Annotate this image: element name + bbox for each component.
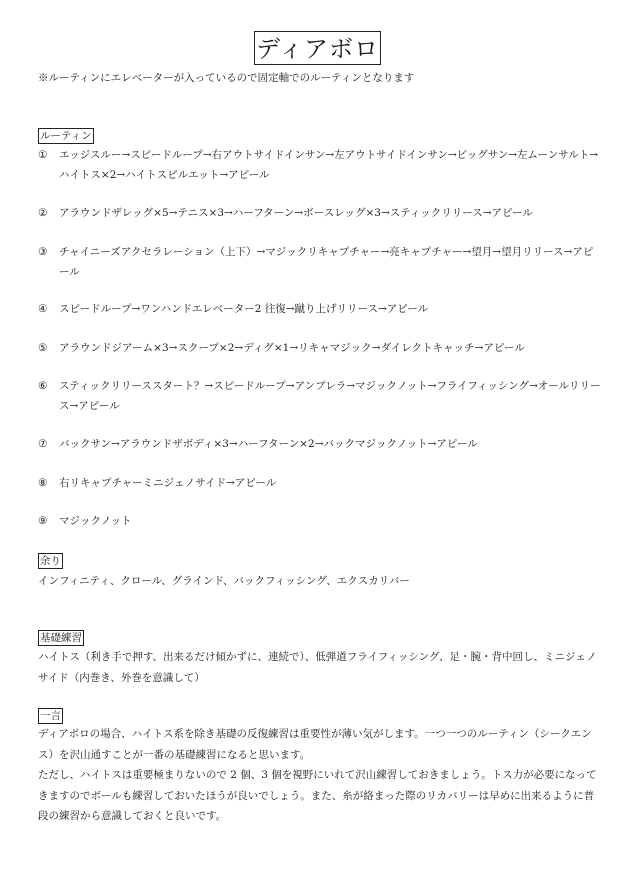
routine-text: エッジスルー→スピードループ→右アウトサイドインサン→左アウトサイドインサン→ビッグサン→左ムーンサルト→ハイトス×2→ハイトスピルエット→アピール — [59, 149, 599, 181]
routine-item-4 — [38, 300, 603, 320]
page-title: ディアボロ — [254, 31, 381, 65]
routine-item-5 — [38, 339, 603, 359]
comment-body — [38, 724, 604, 827]
routine-text: バックサン→アラウンドザボディ×3→ハーフターン×2→バックマジックノット→アピール — [59, 438, 478, 450]
routine-number: ⑨ — [38, 515, 48, 527]
comment-heading: 一言 — [40, 710, 61, 722]
routine-item-1 — [38, 146, 603, 185]
routine-number: ③ — [38, 246, 48, 258]
routine-text: スピードループ→ワンハンドエレベーター2 往復→蹴り上げリリース→アピール — [59, 303, 429, 315]
routine-text: マジックノット — [59, 515, 132, 527]
comment-paragraph-1: ディアボロの場合、ハイトス系を除き基礎の反復練習は重要性が薄い気がします。一つ一つのルーティン（シークエンス）を沢山通すことが一番の基礎練習になると思います。 — [38, 728, 592, 761]
extra-heading: 余り — [40, 555, 61, 567]
routine-number: ⑥ — [38, 380, 48, 392]
routine-text: アラウンドジアーム×3→スクープ×2→ディグ×1→リキャマジック→ダイレクトキャッチ→アピール — [59, 342, 525, 354]
routine-number: ⑦ — [38, 438, 48, 450]
routine-text: アラウンドザレッグ×5→テニス×3→ハーフターン→ボースレッグ×3→スティックリリース→アピール — [59, 207, 533, 219]
routine-item-7 — [38, 435, 603, 455]
routine-number: ④ — [38, 303, 48, 315]
comment-paragraph-2: ただし、ハイトスは重要極まりないので 2 個、3 個を視野にいれて沢山練習しておきましょう。トス力が必要になってきますのでボールも練習しておいたほうが良いでしょう。また、糸が絡まった際のリカバリーは早めに出来るように普段の練習から意識しておくと良いです。 — [38, 769, 597, 822]
routine-text: チャイニーズアクセラレーション（上下）→マジックリキャプチャー→亮キャプチャー→望月→望月リリース→アピール — [59, 246, 594, 278]
routine-heading: ルーティン — [40, 130, 92, 142]
routine-item-6 — [38, 377, 603, 416]
routine-item-8 — [38, 474, 603, 494]
routine-item-3 — [38, 243, 603, 282]
routine-number: ① — [38, 149, 48, 161]
routine-number: ⑧ — [38, 477, 48, 489]
fixed-axis-note: ※ルーティンにエレベーターが入っているので固定軸でのルーティンとなります — [38, 72, 415, 84]
routine-item-2 — [38, 204, 603, 224]
basic-practice-text: ハイトス（利き手で押す、出来るだけ傾かずに、連続で）、低弾道フライフィッシング、足・腕・背中回し、ミニジェノサイド（内巻き、外巻を意識して） — [38, 651, 597, 684]
routine-number: ⑤ — [38, 342, 48, 354]
routine-item-9 — [38, 512, 603, 532]
routine-number: ② — [38, 207, 48, 219]
routine-text: スティックリリーススタート？→スピードループ→アンブレラ→マジックノット→フライフィッシング→オールリリース→アピール — [59, 380, 601, 412]
routine-text: 右リキャプチャーミニジェノサイド→アピール — [59, 477, 277, 489]
basic-practice-heading: 基礎練習 — [40, 632, 82, 644]
extra-text: インフィニティ、クロール、グラインド、バックフィッシング、エクスカリバー — [38, 575, 410, 587]
